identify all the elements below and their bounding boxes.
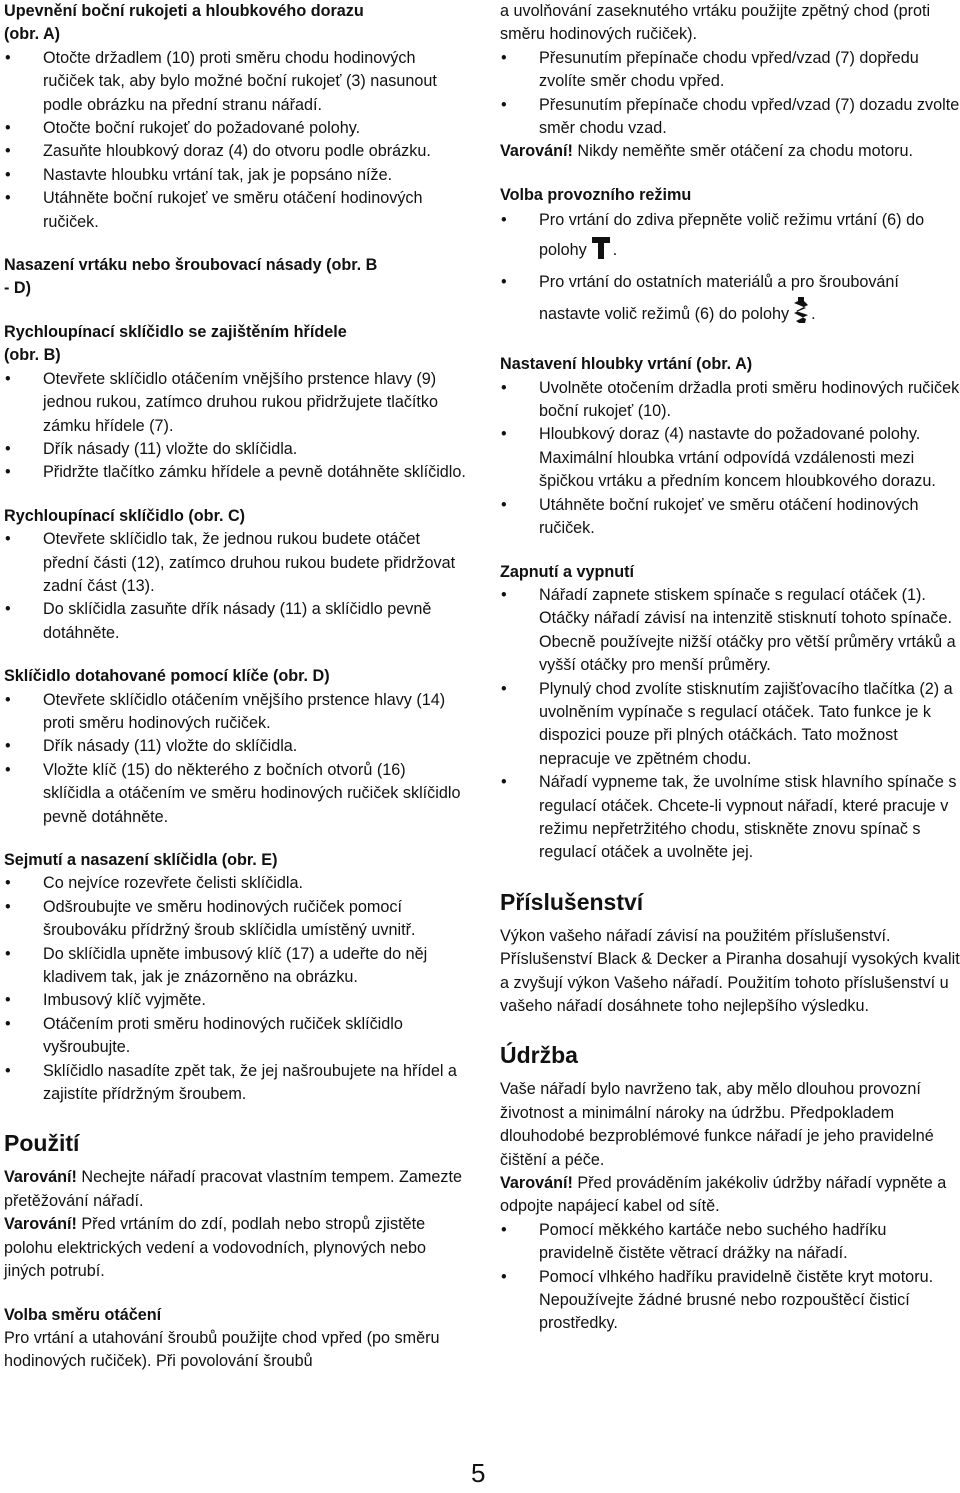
section-title-maintenance: Údržba xyxy=(500,1042,578,1069)
list-keyed-chuck xyxy=(4,689,466,829)
section-heading-rotation-direction: Volba směru otáčení xyxy=(4,1305,162,1324)
list-item: • Vložte klíč (15) do některého z bočních otvorů (16) sklíčidla a otáčením ve směru hodinových ručiček sklíčidlo pevně dotáhněte. xyxy=(4,759,466,829)
page-number: 5 xyxy=(471,1458,486,1488)
list-item: • Otevřete sklíčidlo tak, že jednou rukou budete otáčet přední části (12), zatímco druhou rukou budete přidržovat zadní část (13). xyxy=(4,528,466,598)
list-item: • Přesunutím přepínače chodu vpřed/vzad (7) dopředu zvolíte směr chodu vpřed. xyxy=(500,47,960,94)
list-chuck-removal xyxy=(4,872,466,1106)
warning-paragraph: Varování! Před prováděním jakékoliv údržby nářadí vypněte a odpojte napájecí kabel od sítě. xyxy=(500,1174,947,1216)
paragraph: Výkon vašeho nářadí závisí na použitém příslušenství. Příslušenství Black & Decker a Piranha dosahují vysokých kvalit a zvyšují výkon Vašeho nářadí. Použitím tohoto příslušenství u vašeho nářadí dosáhnete toho nejlepšího výsledku. xyxy=(500,926,960,1015)
section-heading-drilling-depth: Nastavení hloubky vrtání (obr. A) xyxy=(500,355,753,374)
list-maintenance xyxy=(500,1219,960,1336)
list-item: • Pomocí měkkého kartáče nebo suchého hadříku pravidelně čistěte větrací drážky na nářadí. xyxy=(500,1219,960,1266)
list-item: • Odšroubujte ve směru hodinových ručiček pomocí šroubováku přídržný šroub sklíčidla umístěný uvnitř. xyxy=(4,896,466,943)
section-title-use: Použití xyxy=(4,1130,80,1157)
list-item: • Do sklíčidla upněte imbusový klíč (17) a udeřte do něj kladivem tak, jak je znázorněno na obrázku. xyxy=(4,943,466,990)
list-item: • Hloubkový doraz (4) nastavte do požadované polohy. Maximální hloubka vrtání odpovídá vzdálenosti mezi špičkou vrtáku a předním koncem hloubkového dorazu. xyxy=(500,423,960,493)
list-switch-on-off xyxy=(500,584,960,865)
list-item: • Zasuňte hloubkový doraz (4) do otvoru podle obrázku. xyxy=(4,140,466,163)
list-item: • Sklíčidlo nasadíte zpět tak, že jej našroubujete na hřídel a zajistíte přídržným šroubem. xyxy=(4,1060,466,1107)
list-side-handle xyxy=(4,47,466,234)
list-item: • Utáhněte boční rukojeť ve směru otáčení hodinových ručiček. xyxy=(4,187,466,234)
section-heading-keyless-chuck: Rychloupínací sklíčidlo (obr. C) xyxy=(4,506,246,525)
list-item: • Nářadí vypneme tak, že uvolníme stisk hlavního spínače s regulací otáček. Chcete-li vypnout nářadí, které pracuje v režimu nepřetržitého chodu, stiskněte znovu spínač s regulací otáček a uvolněte jej. xyxy=(500,771,960,865)
list-item: • Otevřete sklíčidlo otáčením vnějšího prstence hlavy (9) jednou rukou, zatímco druhou rukou přidržujete tlačítko zámku hřídele (7). xyxy=(4,368,466,438)
section-heading-bit-insertion: Nasazení vrtáku nebo šroubovací násady (obr. B - D) xyxy=(4,256,378,298)
left-column xyxy=(4,0,466,1374)
list-item: • Otevřete sklíčidlo otáčením vnějšího prstence hlavy (14) proti směru hodinových ručiček. xyxy=(4,689,466,736)
section-heading-side-handle: Upevnění boční rukojeti a hloubkového dorazu (obr. A) xyxy=(4,2,364,44)
list-item: • Otáčením proti směru hodinových ručiček sklíčidlo vyšroubujte. xyxy=(4,1013,466,1060)
list-item: • Plynulý chod zvolíte stisknutím zajišťovacího tlačítka (2) a uvolněním vypínače s regulací otáček. Tato funkce je k dispozici pouze při plných otáčkách. Tato možnost nepracuje ve zpětném chodu. xyxy=(500,678,960,772)
list-item: • Přidržte tlačítko zámku hřídele a pevně dotáhněte sklíčidlo. xyxy=(4,461,466,484)
list-item: • Do sklíčidla zasuňte dřík násady (11) a sklíčidlo pevně dotáhněte. xyxy=(4,598,466,645)
paragraph: Pro vrtání a utahování šroubů použijte chod vpřed (po směru hodinových ručiček). Při povolování šroubů xyxy=(4,1328,440,1371)
list-direction-switch xyxy=(500,47,960,141)
list-item: • Pro vrtání do zdiva přepněte volič režimu vrtání (6) do polohy . xyxy=(500,207,960,269)
section-heading-keyed-chuck: Sklíčidlo dotahované pomocí klíče (obr. D) xyxy=(4,667,330,686)
section-heading-chuck-removal: Sejmutí a nasazení sklíčidla (obr. E) xyxy=(4,851,278,869)
list-item: • Otočte boční rukojeť do požadované polohy. xyxy=(4,117,466,140)
list-item: • Uvolněte otočením držadla proti směru hodinových ručiček boční rukojeť (10). xyxy=(500,377,960,424)
list-operating-mode xyxy=(500,207,960,333)
list-item: • Co nejvíce rozevřete čelisti sklíčidla. xyxy=(4,872,466,895)
list-item: • Přesunutím přepínače chodu vpřed/vzad (7) dozadu zvolte směr chodu vzad. xyxy=(500,94,960,141)
section-heading-keyless-chuck-lock: Rychloupínací sklíčidlo se zajištěním hřídele (obr. B) xyxy=(4,322,347,365)
warning-label: Varování! xyxy=(4,1215,77,1234)
drill-bit-icon xyxy=(793,296,809,333)
section-heading-operating-mode: Volba provozního režimu xyxy=(500,185,692,204)
list-keyless-chuck xyxy=(4,528,466,645)
list-item: • Pomocí vlhkého hadříku pravidelně čistěte kryt motoru. Nepoužívejte žádné brusné nebo rozpouštěcí čisticí prostředky. xyxy=(500,1266,960,1336)
list-item: • Imbusový klíč vyjměte. xyxy=(4,989,466,1012)
list-keyless-chuck-lock xyxy=(4,368,466,485)
list-item: • Otočte držadlem (10) proti směru chodu hodinových ručiček tak, aby bylo možné boční rukojeť (3) nasunout podle obrázku na přední stranu nářadí. xyxy=(4,47,466,117)
warning-label: Varování! xyxy=(500,1174,573,1193)
list-item: • Nastavte hloubku vrtání tak, jak je popsáno níže. xyxy=(4,164,466,187)
section-heading-switch-on-off: Zapnutí a vypnutí xyxy=(500,562,634,581)
paragraph: Vaše nářadí bylo navrženo tak, aby mělo dlouhou provozní životnost a minimální nároky na údržbu. Předpokladem dlouhodobé bezproblémové funkce nářadí je jeho pravidelné čištění a péče. xyxy=(500,1080,934,1169)
list-item: • Utáhněte boční rukojeť ve směru otáčení hodinových ručiček. xyxy=(500,494,960,541)
list-item: • Dřík násady (11) vložte do sklíčidla. xyxy=(4,438,466,461)
right-column xyxy=(500,0,960,1336)
list-item: • Dřík násady (11) vložte do sklíčidla. xyxy=(4,735,466,758)
warning-paragraph: Varování! Před vrtáním do zdí, podlah nebo stropů zjistěte polohu elektrických vedení a vodovodních, plynových nebo jiných potrubí. xyxy=(4,1215,427,1281)
list-drilling-depth xyxy=(500,377,960,541)
warning-paragraph: Varování! Nikdy neměňte směr otáčení za chodu motoru. xyxy=(500,142,913,161)
list-item: • Pro vrtání do ostatních materiálů a pro šroubování nastavte volič režimů (6) do polohy . xyxy=(500,269,960,333)
paragraph: a uvolňování zaseknutého vrtáku použijte zpětný chod (proti směru hodinových ručiček). xyxy=(500,2,931,44)
warning-paragraph: Varování! Nechejte nářadí pracovat vlastním tempem. Zamezte přetěžování nářadí. xyxy=(4,1168,462,1210)
hammer-icon xyxy=(591,234,611,269)
warning-label: Varování! xyxy=(500,142,573,161)
list-item: • Nářadí zapnete stiskem spínače s regulací otáček (1). Otáčky nářadí závisí na intenzitě stisknutí tohoto spínače. Obecně používejte nižší otáčky pro větší průměry vrtáků a vyšší otáčky pro menší průměry. xyxy=(500,584,960,678)
section-title-accessories: Příslušenství xyxy=(500,888,644,915)
warning-label: Varování! xyxy=(4,1168,77,1187)
